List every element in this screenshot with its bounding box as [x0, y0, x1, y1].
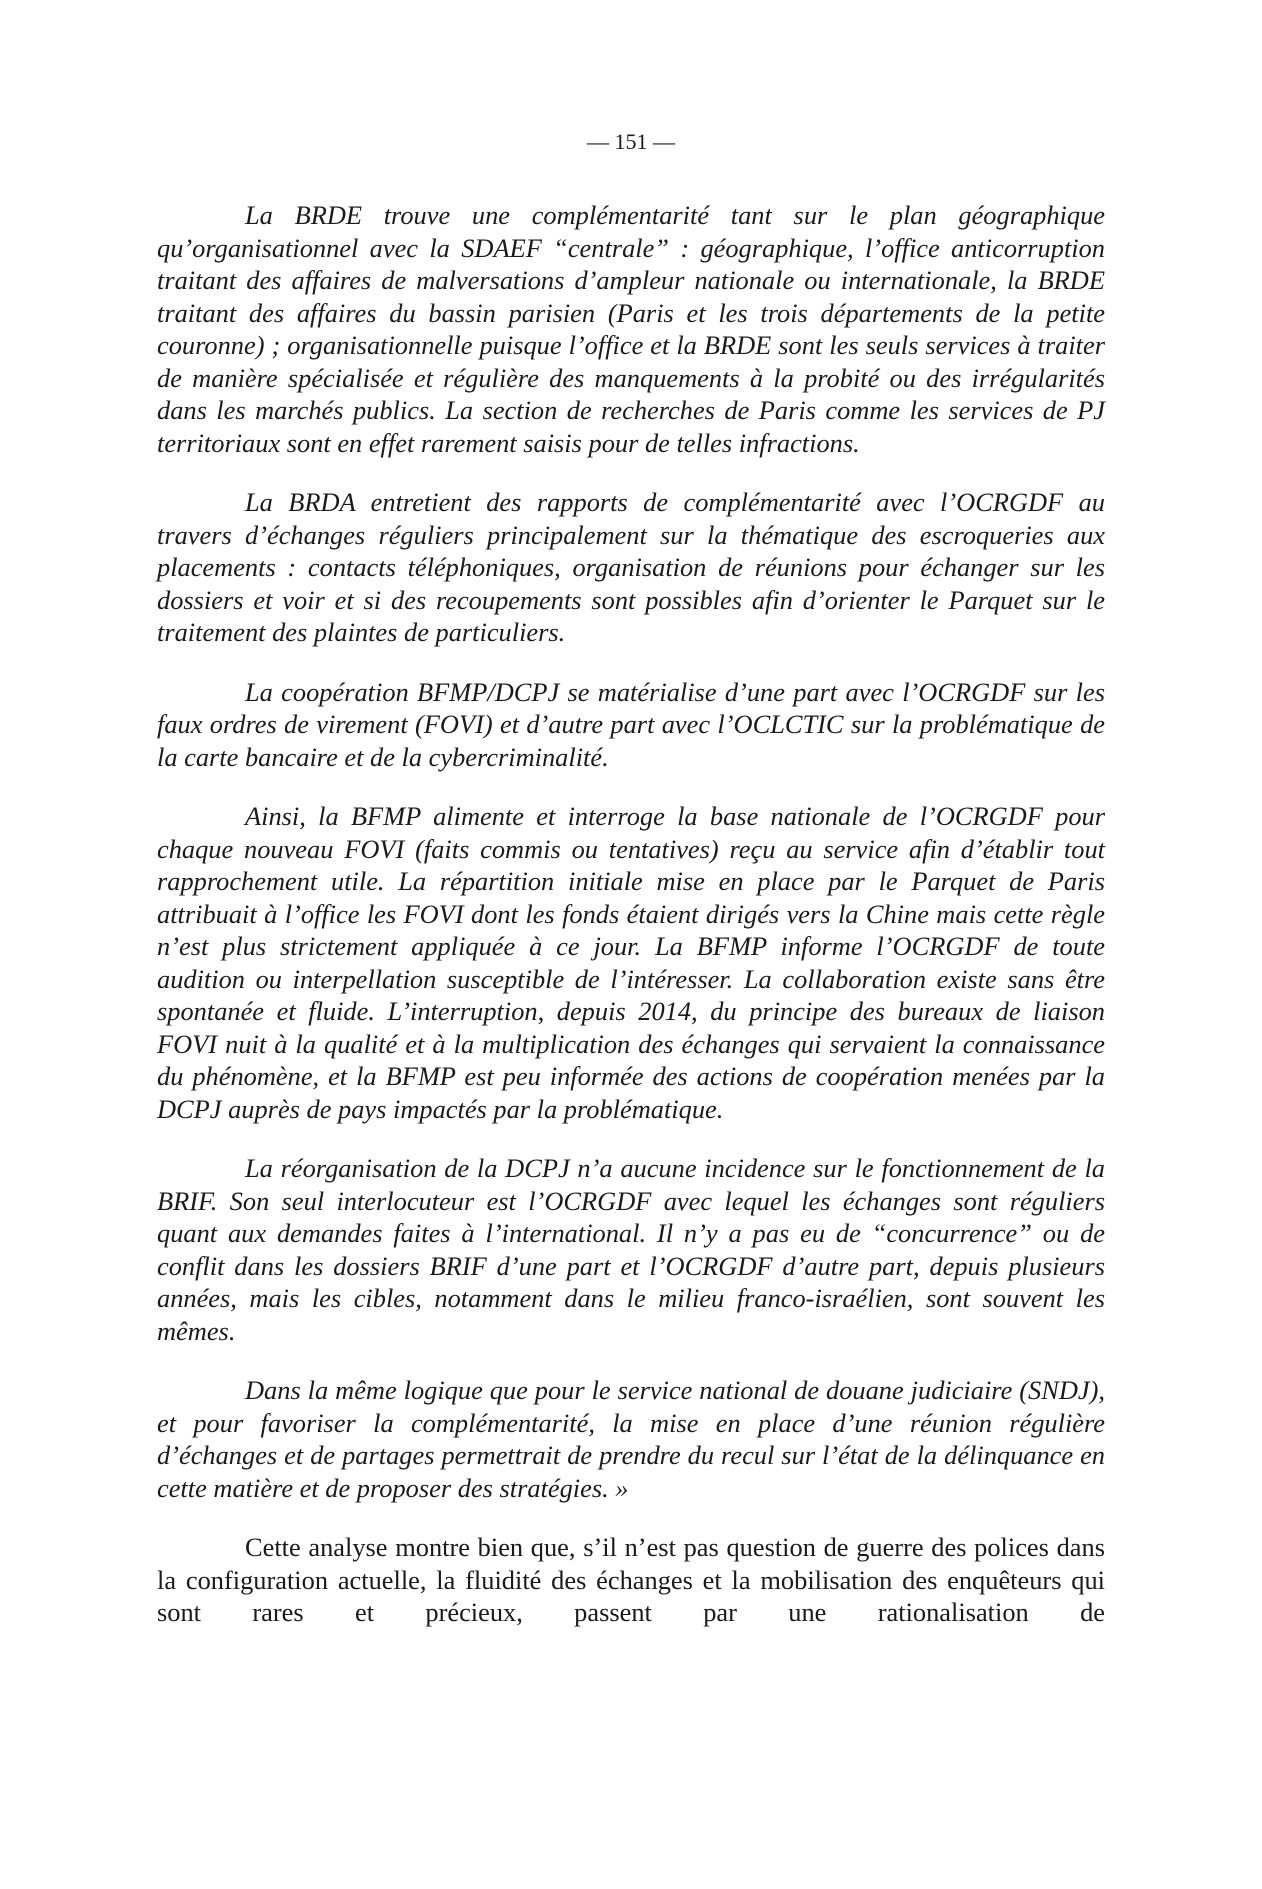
- body-text: [157, 199, 1105, 1629]
- paragraph-bfmp-ocrgdf: Ainsi, la BFMP alimente et interroge la base nationale de l’OCRGDF pour chaque nouveau FOVI (faits commis ou tentatives) reçu au service afin d’établir tout rapprochement utile. La répartition initiale mise en place par le Parquet de Paris attribuait à l’office les FOVI dont les fonds étaient dirigés vers la Chine mais cette règle n’est plus strictement appliquée à ce jour. La BFMP informe l’OCRGDF de toute audition ou interpellation susceptible de l’intéresser. La collaboration existe sans être spontanée et fluide. L’interruption, depuis 2014, du principe des bureaux de liaison FOVI nuit à la qualité et à la multiplication des échanges qui servaient la connaissance du phénomène, et la BFMP est peu informée des actions de coopération menées par la DCPJ auprès de pays impactés par la problématique.: [157, 801, 1105, 1124]
- paragraph-brde: La BRDE trouve une complémentarité tant sur le plan géographique qu’organisationnel avec la SDAEF “centrale” : géographique, l’office anticorruption traitant des affaires de malversations d’ampleur nationale ou internationale, la BRDE traitant des affaires du bassin parisien (Paris et les trois départements de la petite couronne) ; organisationnelle puisque l’office et la BRDE sont les seuls services à traiter de manière spécialisée et régulière des manquements à la probité ou des irrégularités dans les marchés publics. La section de recherches de Paris comme les services de PJ territoriaux sont en effet rarement saisis pour de telles infractions.: [157, 200, 1105, 458]
- paragraph-bfmp-dcpj: La coopération BFMP/DCPJ se matérialise d’une part avec l’OCRGDF sur les faux ordres de virement (FOVI) et d’autre part avec l’OCLCTIC sur la problématique de la carte bancaire et de la cybercriminalité.: [157, 676, 1105, 772]
- paragraph-sndj: Dans la même logique que pour le service national de douane judiciaire (SNDJ), et pour favoriser la complémentarité, la mise en place d’une réunion régulière d’échanges et de partages permettrait de prendre du recul sur l’état de la délinquance en cette matière et de proposer des stratégies. »: [157, 1375, 1105, 1503]
- paragraph-brda: La BRDA entretient des rapports de complémentarité avec l’OCRGDF au travers d’échanges réguliers principalement sur la thématique des escroqueries aux placements : contacts téléphoniques, organisation de réunions pour échanger sur les dossiers et voir et si des recoupements sont possibles afin d’orienter le Parquet sur le traitement des plaintes de particuliers.: [157, 487, 1105, 647]
- page-number: — 151 —: [587, 129, 675, 154]
- paragraph-analysis: Cette analyse montre bien que, s’il n’est pas question de guerre des polices dans la configuration actuelle, la fluidité des échanges et la mobilisation des enquêteurs qui sont rares et précieux, passent par une rationalisation de: [157, 1532, 1105, 1627]
- paragraph-brif: La réorganisation de la DCPJ n’a aucune incidence sur le fonctionnement de la BRIF. Son seul interlocuteur est l’OCRGDF avec lequel les échanges sont réguliers quant aux demandes faites à l’international. Il n’y a pas eu de “concurrence” ou de conflit dans les dossiers BRIF d’une part et l’OCRGDF d’autre part, depuis plusieurs années, mais les cibles, notamment dans le milieu franco-israélien, sont souvent les mêmes.: [157, 1153, 1105, 1346]
